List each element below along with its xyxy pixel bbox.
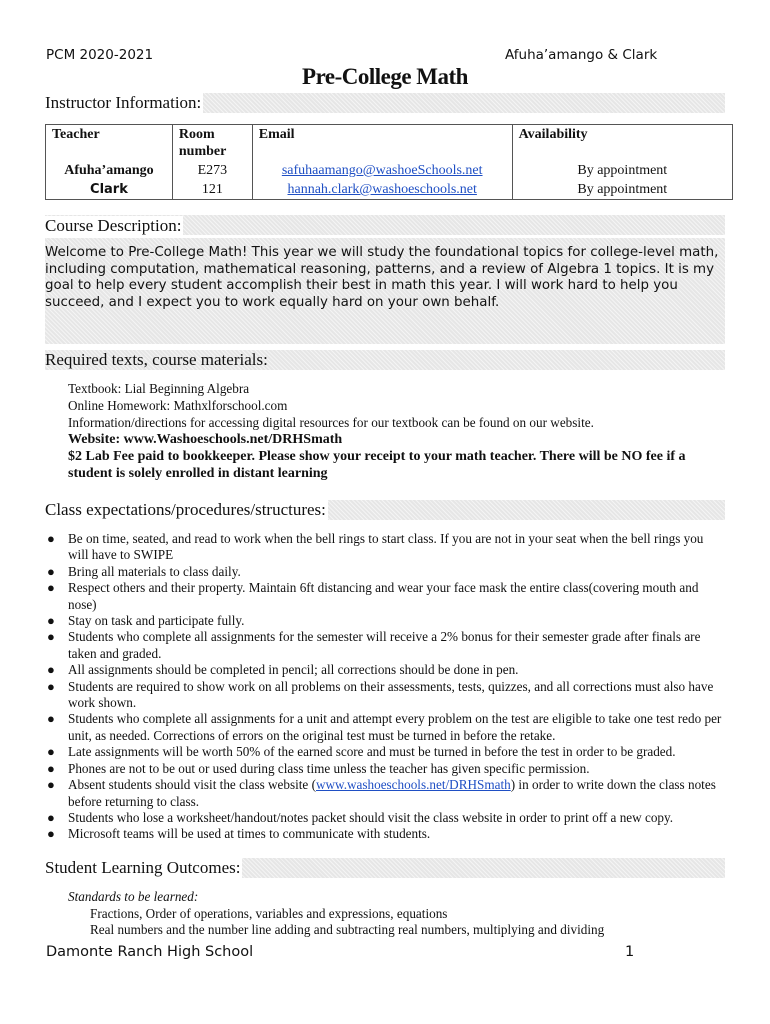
course-description: Welcome to Pre-College Math! This year we will study the foundational topics for college-level math, including computation, mathematical reasoning, patterns, and a review of Algebra 1 topics. It is my goal to help every student accomplish their best in math this year. I will work hard to help you succeed, and I expect you to work equally hard on your own behalf.: [45, 245, 719, 310]
list-item: ● Be on time, seated, and read to work when the bell rings to start class. If you are not in your seat when the bell rings you will have to SWIPE: [47, 531, 704, 563]
teacher-name: Clark: [46, 180, 173, 200]
list-item: ● All assignments should be completed in pencil; all corrections should be done in pen.: [47, 662, 519, 678]
info-line: Information/directions for accessing digital resources for our textbook can be found on our website.: [68, 415, 594, 430]
table-row: [46, 180, 733, 200]
class-website-link[interactable]: www.washoeschools.net/DRHSmath: [315, 777, 511, 793]
list-item: ● Students are required to show work on all problems on their assessments, tests, quizzes, and all corrections must also have work shown.: [47, 678, 714, 711]
column-header-teacher: Teacher: [46, 125, 173, 162]
textbook-line: Textbook: Lial Beginning Algebra: [68, 381, 250, 396]
description-section-heading: Course Description:: [45, 216, 182, 235]
homework-line: Online Homework: Mathxlforschool.com: [68, 398, 288, 413]
standards-label: Standards to be learned:: [68, 889, 199, 904]
page-title: Pre-College Math: [302, 64, 468, 89]
column-header-availability: Availability: [512, 125, 732, 162]
instructor-table: [45, 124, 733, 200]
list-item: ● Respect others and their property. Maintain 6ft distancing and wear your face mask the entire class(covering mouth and nose): [47, 580, 699, 612]
expectations-section-heading: Class expectations/procedures/structures:: [45, 500, 326, 519]
page-number: 1: [625, 944, 635, 960]
room-number: E273: [172, 161, 252, 180]
email-link[interactable]: hannah.clark@washoeschools.net: [287, 182, 477, 197]
room-number: 121: [172, 180, 252, 200]
email-link[interactable]: safuhaamango@washoeSchools.net: [281, 163, 483, 178]
table-row: [46, 161, 733, 180]
table-header-row: [46, 125, 733, 162]
list-item: ● Phones are not to be out or used during class time unless the teacher has given specific permission.: [47, 760, 590, 776]
header-left-text: PCM 2020-2021: [46, 47, 154, 63]
outcomes-content: [68, 889, 604, 939]
list-item: ● Microsoft teams will be used at times to communicate with students.: [47, 826, 431, 842]
lab-fee-line: $2 Lab Fee paid to bookkeeper. Please show your receipt to your math teacher. There will be NO fee if a student is solely enrolled in distant learning: [68, 449, 686, 481]
availability: By appointment: [512, 180, 732, 200]
website-line: Website: www.Washoeschools.net/DRHSmath: [68, 432, 343, 447]
list-item: ● Absent students should visit the class website (www.washoeschools.net/DRHSmath) in order to write down the class notes before returning to class.: [47, 777, 716, 809]
instructor-section-heading: Instructor Information:: [45, 93, 202, 112]
outcomes-section-heading: Student Learning Outcomes:: [45, 858, 241, 877]
expectations-list: [45, 531, 725, 843]
teacher-name: Afuha’amango: [46, 161, 173, 180]
list-item: ● Students who lose a worksheet/handout/notes packet should visit the class website in order to print off a new copy.: [47, 809, 674, 825]
list-item: ● Students who complete all assignments for a unit and attempt every problem on the test are eligible to take one test redo per unit, as needed. Corrections of errors on the original test must be turned in before the retake.: [47, 711, 722, 743]
availability: By appointment: [512, 161, 732, 180]
outcome-line: Fractions, Order of operations, variables and expressions, equations: [90, 905, 448, 921]
list-item: ● Stay on task and participate fully.: [47, 613, 245, 629]
column-header-room: Room number: [172, 125, 252, 162]
outcome-line: Real numbers and the number line adding and subtracting real numbers, multiplying and dividing: [90, 922, 605, 937]
list-item: ● Students who complete all assignments for the semester will receive a 2% bonus for their semester grade after finals are taken and graded.: [47, 629, 701, 661]
list-item: ● Late assignments will be worth 50% of the earned score and must be turned in before the test in order to be graded.: [47, 744, 676, 760]
list-item: ● Bring all materials to class daily.: [47, 563, 241, 579]
materials-section-heading: Required texts, course materials:: [45, 350, 268, 369]
column-header-email: Email: [252, 125, 512, 162]
footer-school: Damonte Ranch High School: [46, 944, 254, 960]
header-right-text: Afuha’amango & Clark: [505, 47, 658, 63]
materials-list: [68, 380, 728, 482]
